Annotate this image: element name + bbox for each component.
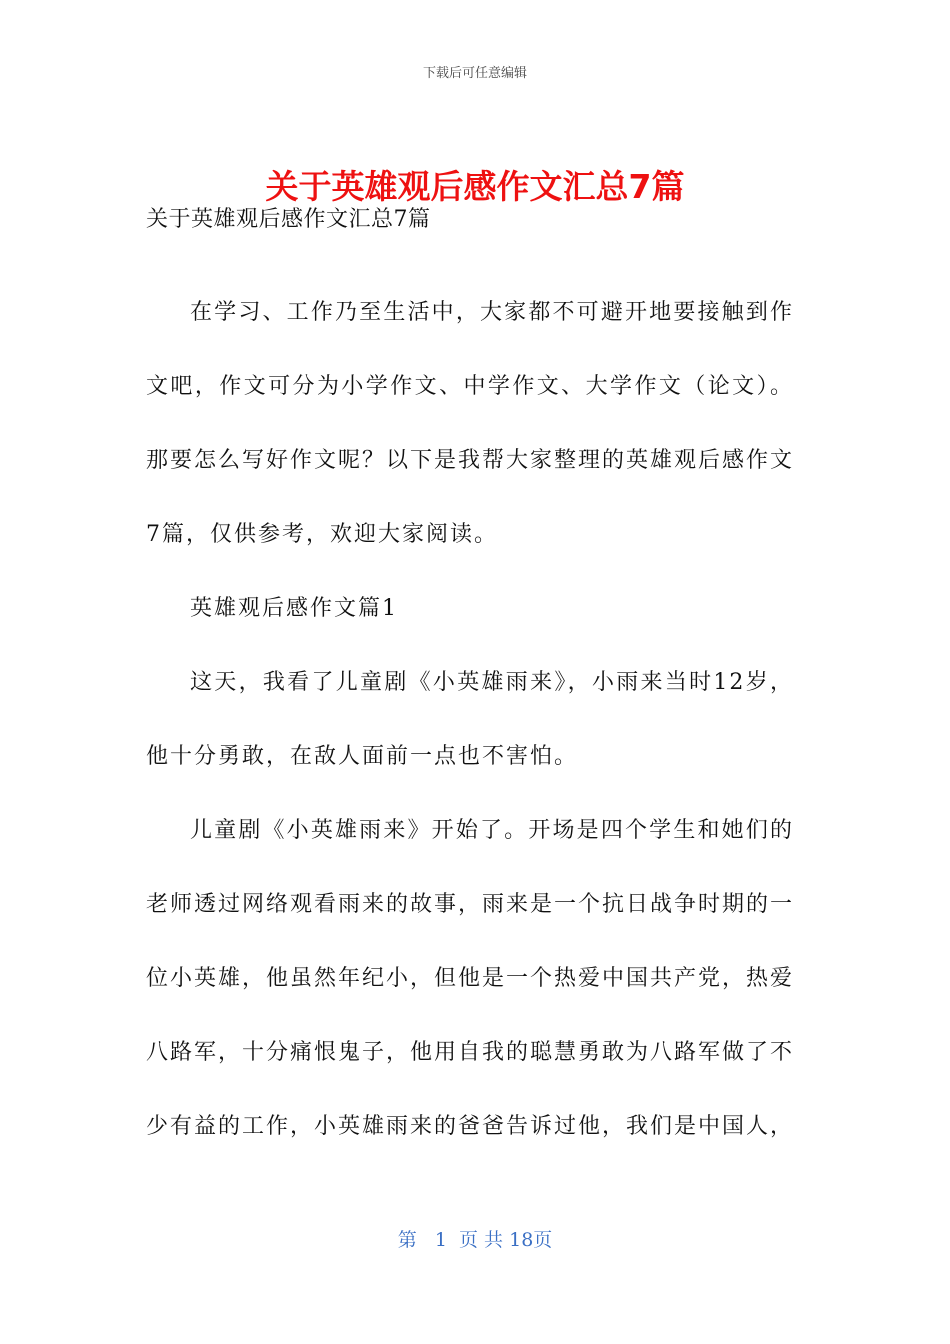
document-body [146, 200, 794, 1164]
paragraph: 这天，我看了儿童剧《小英雄雨来》，小雨来当时12岁，他十分勇敢，在敌人面前一点也不害怕。 [146, 670, 794, 769]
paragraph-intro: 在学习、工作乃至生活中，大家都不可避开地要接触到作文吧，作文可分为小学作文、中学作文、大学作文（论文）。那要怎么写好作文呢？以下是我帮大家整理的英雄观后感作文7篇，仅供参考，欢迎大家阅读。 [146, 300, 795, 547]
document-subtitle: 关于英雄观后感作文汇总7篇 [146, 207, 431, 232]
page-header [0, 64, 950, 84]
footer-middle: 页 共 [459, 1229, 504, 1251]
footer-prefix: 第 [397, 1229, 417, 1251]
header-text: 下载后可任意编辑 [422, 66, 527, 81]
paragraph: 儿童剧《小英雄雨来》开始了。开场是四个学生和她们的老师透过网络观看雨来的故事，雨来是一个抗日战争时期的一位小英雄，他虽然年纪小，但他是一个热爱中国共产党，热爱八路军，十分痛恨鬼子，他用自我的聪慧勇敢为八路军做了不少有益的工作，小英雄雨来的爸爸告诉过他，我们是中国人， [146, 818, 795, 1139]
document-title: 关于英雄观后感作文汇总7篇 [265, 167, 685, 207]
footer-total-pages: 18页 [509, 1229, 553, 1251]
section-heading: 英雄观后感作文篇1 [190, 596, 398, 621]
footer-current-page: 1 [434, 1229, 447, 1251]
page-footer [0, 1226, 950, 1254]
